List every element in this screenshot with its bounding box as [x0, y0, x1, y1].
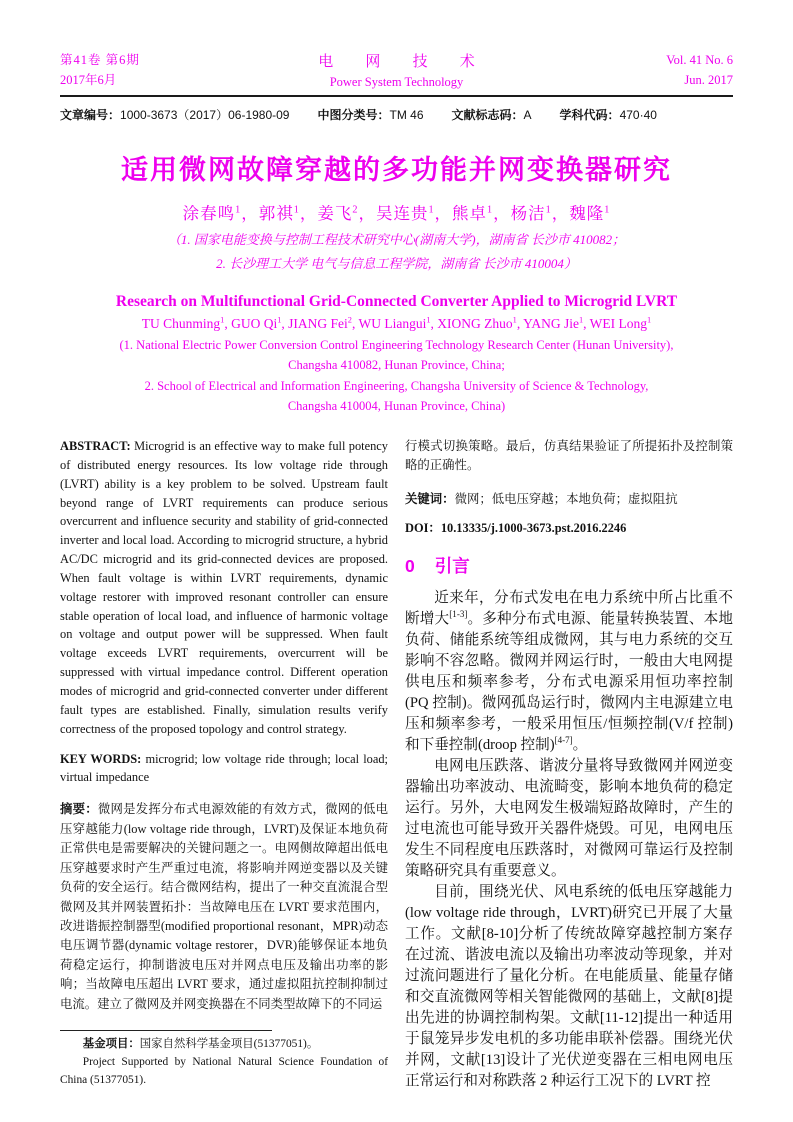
keywords-en-text: microgrid; low voltage ride through; local load; virtual impedance	[60, 751, 388, 785]
article-number-label: 文章编号：	[60, 108, 121, 122]
intro-paragraph-2: 电网电压跌落、谐波分量将导致微网并网逆变器输出功率波动、电流畸变，影响本地负荷的稳定运行。另外，大电网发生极端短路故障时，产生的过电流也可能导致开关器件烧毁。可见，电网电压发生不同程度电压跌落时，对微网可靠运行及控制策略研究具有重要意义。	[405, 757, 733, 879]
header-center	[304, 50, 489, 90]
title-en: Research on Multifunctional Grid-Connected Converter Applied to Microgrid LVRT	[115, 293, 678, 310]
doi	[405, 518, 733, 536]
left-column	[60, 437, 388, 1092]
affiliation-en-line2: Changsha 410082, Hunan Province, China;	[288, 358, 505, 373]
two-column-body	[60, 437, 733, 1092]
funding-en: Project Supported by National Natural Science Foundation of China (51377051).	[60, 1056, 388, 1086]
funding-cn	[60, 1036, 388, 1054]
journal-name-cn: 电 网 技 术	[318, 53, 489, 70]
authors-en: TU Chunming$^1$, GUO Qi$^1$, JIANG Fei$^2$, WU Liangui$^1$, XIONG Zhuo$^1$, YANG Jie$^1$, WEI Long$^1$	[141, 315, 652, 331]
section-number: 0	[405, 555, 415, 576]
document-code-value: A	[523, 108, 532, 122]
doi-value: 10.13335/j.1000-3673.pst.2016.2246	[440, 520, 627, 535]
document-code-label: 文献标志码：	[451, 108, 524, 122]
abstract-cn-label: 摘要：	[60, 802, 98, 817]
page-title: 适用微网故障穿越的多功能并网变换器研究	[121, 155, 672, 185]
funding-cn-label: 基金项目：	[82, 1038, 140, 1051]
keywords-en	[60, 750, 388, 788]
footnote-divider	[60, 1030, 272, 1031]
subject-code-value: 470·40	[619, 108, 657, 122]
keywords-cn-label: 关键词：	[405, 491, 455, 506]
subject-code	[560, 106, 657, 123]
clc-number	[317, 106, 423, 123]
authors-cn: 涂春鸣$^1$，郭祺$^1$，姜飞$^2$，吴连贵$^1$，熊卓$^1$，杨洁$^1$，魏隆$^1$	[182, 204, 611, 223]
keywords-cn-text: 微网；低电压穿越；本地负荷；虚拟阻抗	[454, 491, 678, 506]
abstract-cn	[60, 800, 388, 1014]
subject-code-label: 学科代码：	[559, 108, 620, 122]
date-en: Jun. 2017	[684, 73, 733, 87]
keywords-cn	[405, 489, 733, 507]
funding-cn-text: 国家自然科学基金项目(51377051)。	[139, 1038, 319, 1051]
clc-label: 中图分类号：	[317, 108, 390, 122]
journal-header	[60, 50, 733, 97]
keywords-en-label: KEY WORDS:	[60, 751, 146, 766]
affiliation-en-block	[60, 335, 733, 416]
clc-value: TM 46	[389, 108, 424, 122]
article-number	[60, 106, 289, 123]
article-number-value: 1000-3673（2017）06-1980-09	[120, 108, 290, 122]
funding-footnote	[60, 1030, 388, 1089]
abstract-en-text: Microgrid is an effective way to make full potency of distributed energy resources. Its low voltage ride through (LVRT) ability is a key problem to be solved. Upstream fault beyond range of LVRT requirements can produce serious overcurrent and influence security and stability of grid-connected inverter and local load. According to microgrid structure, a hybrid AC/DC microgrid and its grid-connected devices are proposed. When fault voltage is within LVRT requirements, dynamic voltage restorer with improved resonant controller can ensure stable operation of local load, and influence of harmonic voltage on voltage and output power will be suppressed. When fault voltage exceeds LVRT requirements, overcurrent will be suppressed with virtual impedance control. Different operation modes of microgrid and grid-connected converter under different fault types are established. Finally, simulation results verify correctness of the proposed topology and control strategy.	[60, 439, 388, 736]
affiliation-cn-line1: （1. 国家电能变换与控制工程技术研究中心(湖南大学)，湖南省 长沙市 410082；	[167, 232, 626, 247]
right-column	[405, 437, 733, 1092]
header-left	[60, 50, 230, 90]
intro-paragraph-3: 目前，围绕光伏、风电系统的低电压穿越能力(low voltage ride through，LVRT)研究已开展了大量工作。文献[8-10]分析了传统故障穿越控制方案存在过流、谐波电流以及输出功率波动等现象，并对过流问题进行了量化分析。在电能质量、能量存储和交直流微网等相关智能微网的基础上，文献[8]提出先进的协调控制构架。文献[11-12]提出一种适用于鼠笼异步发电机的多功能串联补偿器。围绕光伏并网，文献[13]设计了光伏逆变器在三相电网电压正常运行和对称跌落 2 种运行工况下的 LVRT 控	[405, 883, 733, 1089]
header-right	[563, 50, 733, 90]
section-title: 引言	[434, 555, 470, 576]
abstract-en	[60, 437, 388, 739]
intro-paragraph-1: 近来年，分布式发电在电力系统中所占比重不断增大[1-3]。多种分布式电源、能量转换装置、本地负荷、储能系统等组成微网，其与电力系统的交互影响不容忽略。微网并网运行时，一般由大电网提供电压和频率参考，分布式电源采用恒功率控制(PQ 控制)。微网孤岛运行时，微网内主电源建立电压和频率参考，一般采用恒压/恒频控制(V/f 控制)和下垂控制(droop 控制)[4-7]。	[405, 589, 733, 753]
volume-issue-cn: 第41卷 第6期	[60, 53, 140, 67]
abstract-en-label: ABSTRACT:	[60, 439, 135, 453]
document-code	[452, 106, 532, 123]
section-heading-introduction	[405, 553, 733, 578]
affiliation-cn-line2: 2. 长沙理工大学 电气与信息工程学院，湖南省 长沙市 410004）	[216, 256, 577, 271]
journal-name-en: Power System Technology	[329, 75, 464, 89]
date-cn: 2017年6月	[60, 73, 117, 87]
abstract-cn-text: 微网是发挥分布式电源效能的有效方式，微网的低电压穿越能力(low voltage ride through，LVRT)及保证本地负荷正常供电是需要解决的关键问题之一。电网侧故障超出低电压穿越要求时产生严重过电流，将影响并网逆变器以及关键负荷的安全运行。结合微网结构，提出了一种交直流混合型微网及其并网装置拓扑：当故障电压在 LVRT 要求范围内，改进谐振控制器型(modified proportional resonant，MPR)动态电压调节器(dynamic voltage restorer，DVR)能够保证本地负荷稳定运行，抑制谐波电压对并网点电压及输出功率的影响；当故障电压超出 LVRT 要求，通过虚拟阻抗控制抑制过电流。建立了微网及并网变换器在不同类型故障下的不同运	[60, 802, 389, 1011]
doi-label: DOI：	[405, 520, 441, 535]
volume-issue-en: Vol. 41 No. 6	[666, 53, 733, 67]
affiliation-en-line3: 2. School of Electrical and Information Engineering, Changsha University of Science & Technology,	[144, 378, 649, 393]
affiliation-en-line1: (1. National Electric Power Conversion Control Engineering Technology Research Center (Hunan University),	[119, 338, 674, 352]
affiliation-en-line4: Changsha 410004, Hunan Province, China)	[287, 398, 506, 413]
article-meta-row	[60, 106, 733, 123]
abstract-cn-continuation: 行模式切换策略。最后，仿真结果验证了所提拓扑及控制策略的正确性。	[405, 439, 733, 473]
